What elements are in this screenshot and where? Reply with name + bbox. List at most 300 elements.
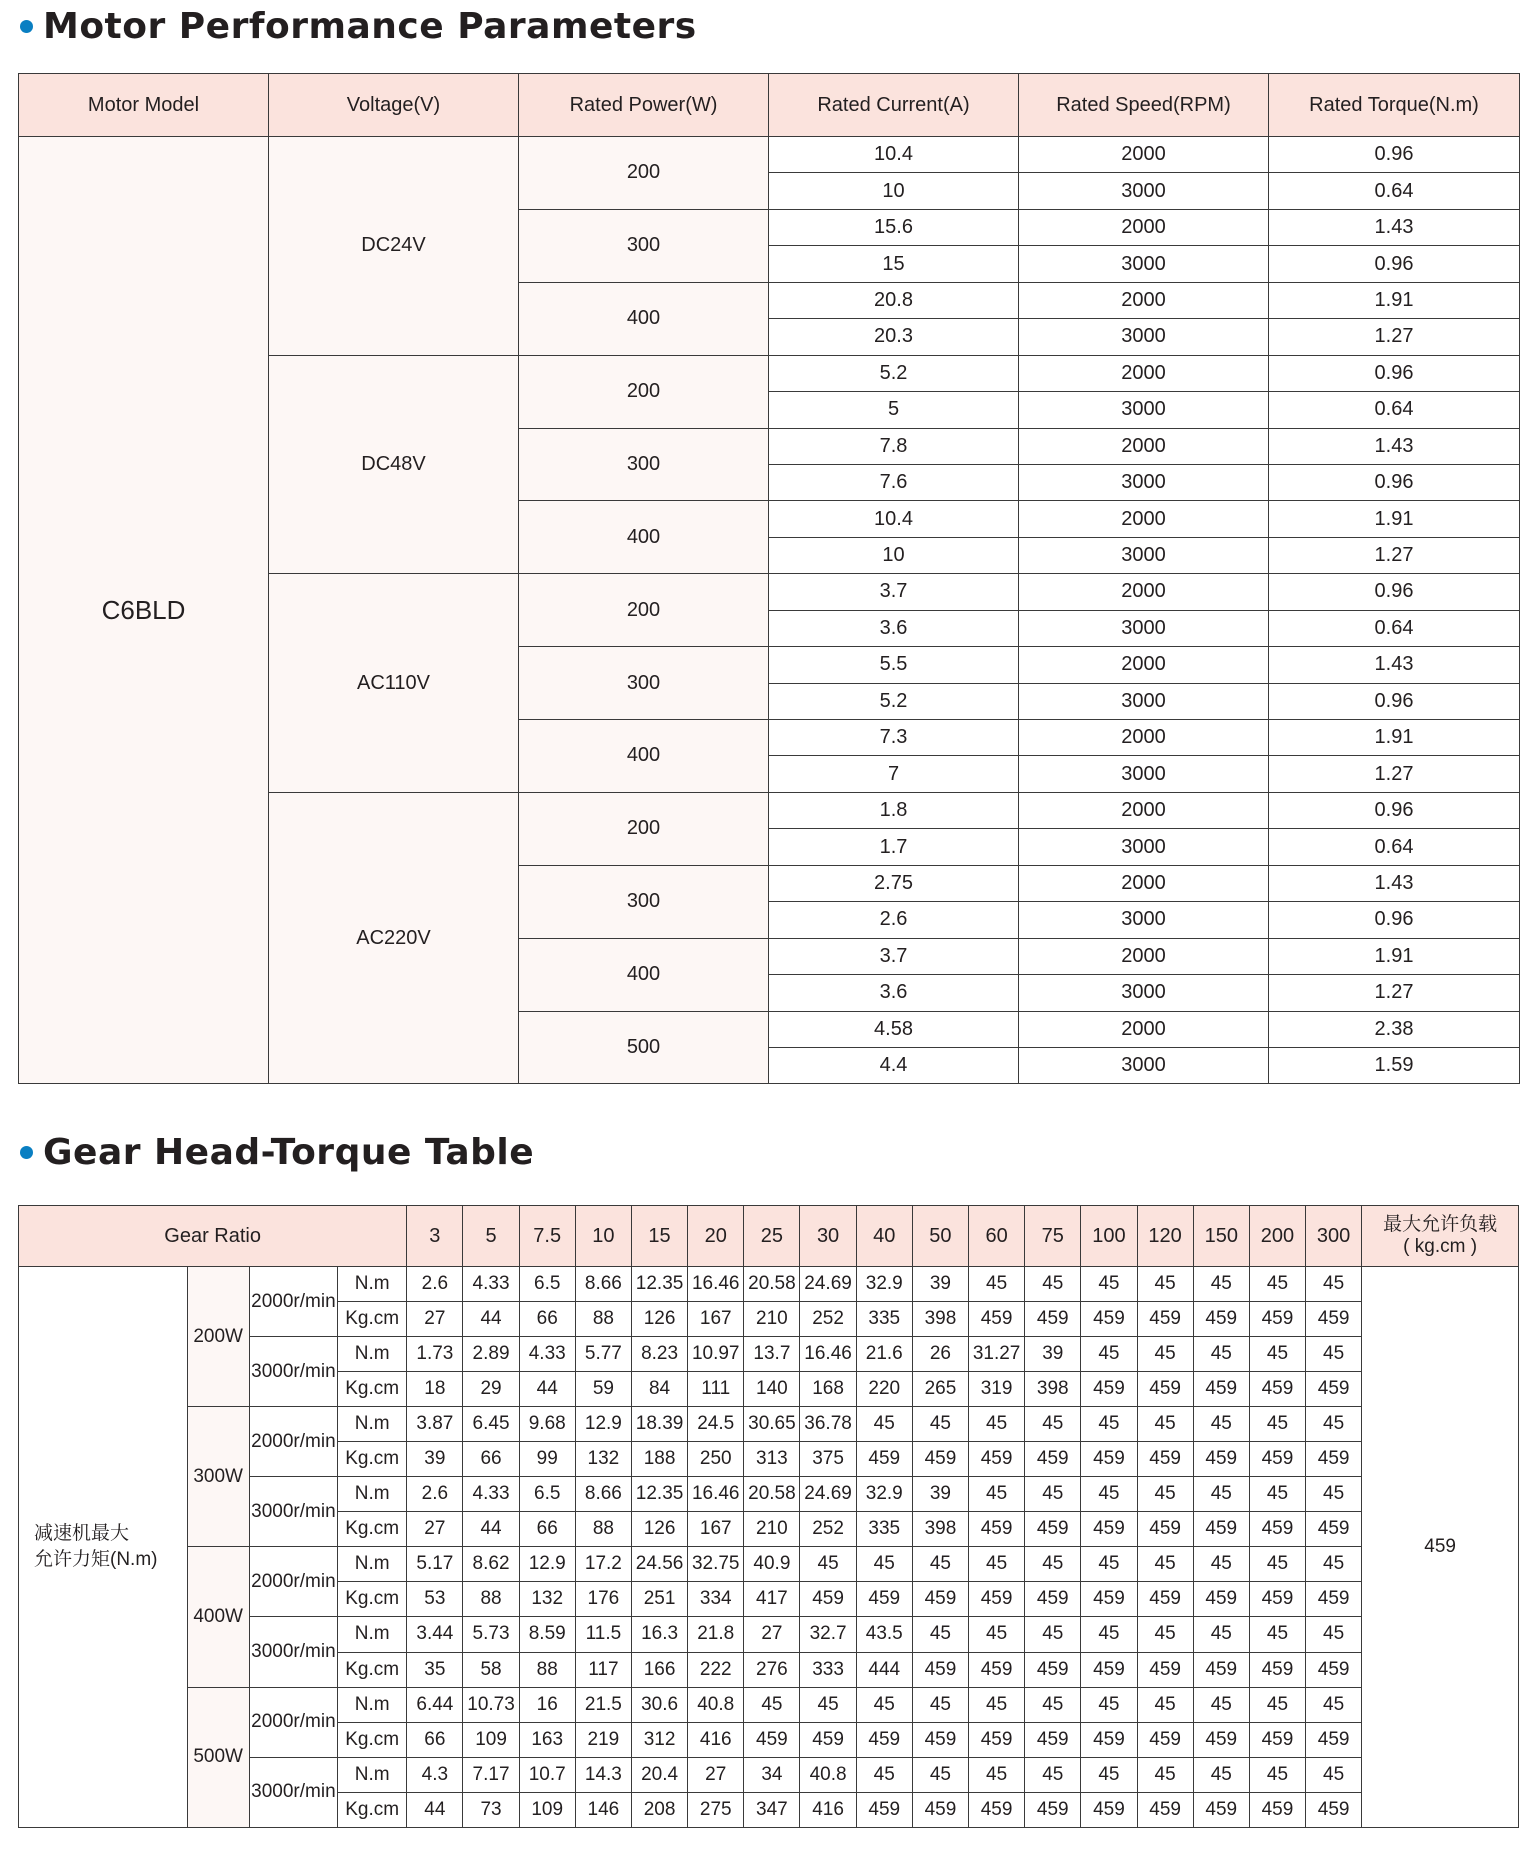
torque-value-cell: 45 [1025, 1407, 1081, 1442]
rated-speed-cell: 3000 [1019, 319, 1269, 355]
torque-value-cell: 459 [1249, 1792, 1305, 1827]
unit-cell: N.m [338, 1407, 407, 1442]
torque-value-cell: 459 [912, 1652, 968, 1687]
torque-value-cell: 275 [688, 1792, 744, 1827]
unit-cell: Kg.cm [338, 1372, 407, 1407]
torque-value-cell: 45 [1081, 1617, 1137, 1652]
torque-value-cell: 26 [912, 1337, 968, 1372]
rated-speed-cell: 2000 [1019, 720, 1269, 756]
torque-value-cell: 2.6 [407, 1477, 463, 1512]
torque-value-cell: 459 [1081, 1652, 1137, 1687]
rated-current-cell: 2.75 [769, 865, 1019, 901]
rated-speed-cell: 2000 [1019, 428, 1269, 464]
torque-value-cell: 176 [575, 1582, 631, 1617]
unit-cell: N.m [338, 1617, 407, 1652]
torque-value-cell: 416 [688, 1722, 744, 1757]
torque-value-cell: 2.89 [463, 1337, 519, 1372]
torque-value-cell: 459 [744, 1722, 800, 1757]
torque-value-cell: 88 [575, 1512, 631, 1547]
torque-value-cell: 66 [407, 1722, 463, 1757]
torque-value-cell: 168 [800, 1372, 856, 1407]
torque-value-cell: 32.9 [856, 1477, 912, 1512]
torque-value-cell: 88 [519, 1652, 575, 1687]
motor-performance-heading [20, 0, 697, 54]
torque-value-cell: 4.3 [407, 1757, 463, 1792]
rated-torque-cell: 0.64 [1269, 610, 1520, 646]
torque-value-cell: 313 [744, 1442, 800, 1477]
torque-value-cell: 45 [1249, 1617, 1305, 1652]
torque-value-cell: 27 [744, 1617, 800, 1652]
torque-value-cell: 459 [1249, 1442, 1305, 1477]
torque-value-cell: 66 [519, 1302, 575, 1337]
header-rated-torque: Rated Torque(N.m) [1269, 74, 1520, 137]
header-ratio: 40 [856, 1206, 912, 1267]
rated-torque-cell: 1.91 [1269, 501, 1520, 537]
max-torque-label-line1: 减速机最大 [34, 1522, 130, 1544]
rated-current-cell: 20.8 [769, 282, 1019, 318]
torque-value-cell: 12.35 [631, 1267, 687, 1302]
rated-current-cell: 1.8 [769, 792, 1019, 828]
gear-header-row [19, 1206, 1519, 1267]
rated-speed-cell: 2000 [1019, 647, 1269, 683]
torque-value-cell: 39 [912, 1267, 968, 1302]
torque-value-cell: 459 [1025, 1302, 1081, 1337]
torque-value-cell: 8.23 [631, 1337, 687, 1372]
rated-torque-cell: 2.38 [1269, 1011, 1520, 1047]
torque-value-cell: 416 [800, 1792, 856, 1827]
torque-value-cell: 459 [1306, 1512, 1362, 1547]
torque-value-cell: 459 [1081, 1722, 1137, 1757]
unit-cell: N.m [338, 1757, 407, 1792]
rated-torque-cell: 0.96 [1269, 246, 1520, 282]
torque-value-cell: 45 [800, 1687, 856, 1722]
max-load-value-cell: 459 [1362, 1267, 1519, 1828]
torque-value-cell: 459 [1193, 1372, 1249, 1407]
torque-value-cell: 45 [1306, 1757, 1362, 1792]
torque-value-cell: 45 [969, 1267, 1025, 1302]
torque-value-cell: 45 [1137, 1267, 1193, 1302]
torque-value-cell: 163 [519, 1722, 575, 1757]
torque-value-cell: 3.87 [407, 1407, 463, 1442]
rated-speed-cell: 2000 [1019, 865, 1269, 901]
torque-value-cell: 9.68 [519, 1407, 575, 1442]
torque-value-cell: 459 [800, 1722, 856, 1757]
gear-power-cell: 400W [187, 1547, 249, 1687]
torque-value-cell: 45 [1137, 1757, 1193, 1792]
torque-value-cell: 39 [912, 1477, 968, 1512]
rated-speed-cell: 2000 [1019, 501, 1269, 537]
torque-value-cell: 45 [1306, 1547, 1362, 1582]
rated-power-cell: 200 [519, 574, 769, 647]
torque-value-cell: 2.6 [407, 1267, 463, 1302]
torque-value-cell: 45 [856, 1547, 912, 1582]
rated-speed-cell: 3000 [1019, 246, 1269, 282]
torque-value-cell: 45 [969, 1407, 1025, 1442]
max-torque-label-cell [19, 1267, 188, 1828]
rated-speed-cell: 3000 [1019, 975, 1269, 1011]
torque-value-cell: 459 [969, 1792, 1025, 1827]
torque-value-cell: 5.17 [407, 1547, 463, 1582]
torque-value-cell: 459 [1081, 1302, 1137, 1337]
torque-value-cell: 459 [1249, 1722, 1305, 1757]
torque-value-cell: 45 [1193, 1337, 1249, 1372]
torque-value-cell: 20.58 [744, 1267, 800, 1302]
torque-value-cell: 459 [1249, 1372, 1305, 1407]
torque-value-cell: 459 [1193, 1652, 1249, 1687]
rated-power-cell: 400 [519, 501, 769, 574]
rated-speed-cell: 3000 [1019, 537, 1269, 573]
rated-torque-cell: 1.27 [1269, 537, 1520, 573]
header-max-load [1362, 1206, 1519, 1267]
gear-speed-cell: 3000r/min [249, 1617, 337, 1687]
torque-value-cell: 459 [1137, 1652, 1193, 1687]
torque-value-cell: 6.5 [519, 1267, 575, 1302]
torque-value-cell: 10.97 [688, 1337, 744, 1372]
torque-value-cell: 459 [969, 1652, 1025, 1687]
voltage-cell: AC220V [269, 792, 519, 1084]
torque-value-cell: 12.35 [631, 1477, 687, 1512]
torque-value-cell: 16.46 [688, 1477, 744, 1512]
torque-value-cell: 45 [1249, 1757, 1305, 1792]
header-ratio: 30 [800, 1206, 856, 1267]
header-ratio: 300 [1306, 1206, 1362, 1267]
voltage-cell: AC110V [269, 574, 519, 793]
table-row [19, 1687, 1519, 1722]
torque-value-cell: 12.9 [575, 1407, 631, 1442]
rated-current-cell: 5 [769, 392, 1019, 428]
torque-value-cell: 459 [1306, 1722, 1362, 1757]
torque-value-cell: 45 [856, 1757, 912, 1792]
rated-current-cell: 7.3 [769, 720, 1019, 756]
table-row [19, 1267, 1519, 1302]
torque-value-cell: 459 [1025, 1582, 1081, 1617]
header-voltage: Voltage(V) [269, 74, 519, 137]
torque-value-cell: 4.33 [519, 1337, 575, 1372]
torque-value-cell: 319 [969, 1372, 1025, 1407]
rated-current-cell: 15.6 [769, 209, 1019, 245]
gear-speed-cell: 2000r/min [249, 1267, 337, 1337]
torque-value-cell: 210 [744, 1512, 800, 1547]
torque-value-cell: 39 [1025, 1337, 1081, 1372]
rated-current-cell: 2.6 [769, 902, 1019, 938]
torque-value-cell: 459 [1249, 1652, 1305, 1687]
rated-torque-cell: 1.27 [1269, 975, 1520, 1011]
torque-value-cell: 459 [1193, 1302, 1249, 1337]
torque-value-cell: 32.9 [856, 1267, 912, 1302]
bullet-icon [20, 20, 33, 33]
rated-torque-cell: 1.43 [1269, 209, 1520, 245]
rated-current-cell: 3.7 [769, 574, 1019, 610]
torque-value-cell: 8.59 [519, 1617, 575, 1652]
rated-speed-cell: 3000 [1019, 683, 1269, 719]
torque-value-cell: 45 [1193, 1547, 1249, 1582]
torque-value-cell: 117 [575, 1652, 631, 1687]
rated-current-cell: 20.3 [769, 319, 1019, 355]
header-ratio: 60 [969, 1206, 1025, 1267]
torque-value-cell: 45 [969, 1617, 1025, 1652]
torque-value-cell: 24.5 [688, 1407, 744, 1442]
rated-torque-cell: 0.96 [1269, 574, 1520, 610]
torque-value-cell: 35 [407, 1652, 463, 1687]
rated-power-cell: 200 [519, 792, 769, 865]
rated-speed-cell: 2000 [1019, 209, 1269, 245]
motor-model-cell: C6BLD [19, 137, 269, 1084]
torque-value-cell: 59 [575, 1372, 631, 1407]
torque-value-cell: 398 [912, 1512, 968, 1547]
torque-value-cell: 45 [1137, 1407, 1193, 1442]
rated-current-cell: 3.6 [769, 610, 1019, 646]
torque-value-cell: 45 [1081, 1547, 1137, 1582]
gear-speed-cell: 2000r/min [249, 1547, 337, 1617]
torque-value-cell: 335 [856, 1512, 912, 1547]
rated-current-cell: 15 [769, 246, 1019, 282]
torque-value-cell: 24.69 [800, 1477, 856, 1512]
torque-value-cell: 140 [744, 1372, 800, 1407]
torque-value-cell: 459 [1306, 1792, 1362, 1827]
torque-value-cell: 459 [1306, 1582, 1362, 1617]
torque-value-cell: 459 [969, 1442, 1025, 1477]
torque-value-cell: 10.73 [463, 1687, 519, 1722]
performance-header-row [19, 74, 1520, 137]
torque-value-cell: 40.8 [688, 1687, 744, 1722]
torque-value-cell: 459 [1193, 1582, 1249, 1617]
torque-value-cell: 459 [1137, 1512, 1193, 1547]
torque-value-cell: 459 [1193, 1442, 1249, 1477]
rated-speed-cell: 3000 [1019, 902, 1269, 938]
torque-value-cell: 459 [856, 1442, 912, 1477]
torque-value-cell: 276 [744, 1652, 800, 1687]
rated-current-cell: 10 [769, 173, 1019, 209]
torque-value-cell: 219 [575, 1722, 631, 1757]
torque-value-cell: 132 [575, 1442, 631, 1477]
torque-value-cell: 44 [463, 1302, 519, 1337]
torque-value-cell: 167 [688, 1302, 744, 1337]
torque-value-cell: 45 [1193, 1407, 1249, 1442]
torque-value-cell: 459 [1025, 1722, 1081, 1757]
torque-value-cell: 1.73 [407, 1337, 463, 1372]
torque-value-cell: 45 [1081, 1477, 1137, 1512]
torque-value-cell: 14.3 [575, 1757, 631, 1792]
header-ratio: 10 [575, 1206, 631, 1267]
gear-body [19, 1267, 1519, 1828]
unit-cell: N.m [338, 1477, 407, 1512]
torque-value-cell: 20.58 [744, 1477, 800, 1512]
torque-value-cell: 347 [744, 1792, 800, 1827]
torque-value-cell: 16.46 [800, 1337, 856, 1372]
rated-torque-cell: 1.43 [1269, 428, 1520, 464]
torque-value-cell: 44 [407, 1792, 463, 1827]
torque-value-cell: 459 [1137, 1442, 1193, 1477]
torque-value-cell: 27 [407, 1512, 463, 1547]
torque-value-cell: 167 [688, 1512, 744, 1547]
header-ratio: 3 [407, 1206, 463, 1267]
motor-performance-table [18, 73, 1520, 1084]
torque-value-cell: 44 [519, 1372, 575, 1407]
torque-value-cell: 459 [856, 1792, 912, 1827]
rated-torque-cell: 0.96 [1269, 902, 1520, 938]
header-ratio: 50 [912, 1206, 968, 1267]
torque-value-cell: 43.5 [856, 1617, 912, 1652]
torque-value-cell: 53 [407, 1582, 463, 1617]
torque-value-cell: 188 [631, 1442, 687, 1477]
torque-value-cell: 126 [631, 1302, 687, 1337]
rated-current-cell: 3.7 [769, 938, 1019, 974]
torque-value-cell: 45 [1249, 1337, 1305, 1372]
rated-torque-cell: 0.96 [1269, 683, 1520, 719]
header-gear-ratio: Gear Ratio [19, 1206, 407, 1267]
unit-cell: N.m [338, 1687, 407, 1722]
torque-value-cell: 3.44 [407, 1617, 463, 1652]
torque-value-cell: 45 [1249, 1477, 1305, 1512]
torque-value-cell: 45 [1306, 1267, 1362, 1302]
rated-speed-cell: 2000 [1019, 282, 1269, 318]
torque-value-cell: 45 [1249, 1687, 1305, 1722]
torque-value-cell: 21.5 [575, 1687, 631, 1722]
torque-value-cell: 66 [463, 1442, 519, 1477]
rated-current-cell: 5.5 [769, 647, 1019, 683]
gear-power-cell: 300W [187, 1407, 249, 1547]
torque-value-cell: 459 [969, 1512, 1025, 1547]
header-ratio: 200 [1249, 1206, 1305, 1267]
torque-value-cell: 45 [912, 1687, 968, 1722]
torque-value-cell: 265 [912, 1372, 968, 1407]
rated-current-cell: 7 [769, 756, 1019, 792]
gear-speed-cell: 3000r/min [249, 1477, 337, 1547]
torque-value-cell: 44 [463, 1512, 519, 1547]
rated-speed-cell: 3000 [1019, 829, 1269, 865]
torque-value-cell: 459 [1081, 1442, 1137, 1477]
torque-value-cell: 459 [1025, 1442, 1081, 1477]
torque-value-cell: 45 [1025, 1547, 1081, 1582]
torque-value-cell: 459 [969, 1302, 1025, 1337]
rated-speed-cell: 3000 [1019, 392, 1269, 428]
torque-value-cell: 34 [744, 1757, 800, 1792]
torque-value-cell: 32.75 [688, 1547, 744, 1582]
torque-value-cell: 222 [688, 1652, 744, 1687]
torque-value-cell: 333 [800, 1652, 856, 1687]
torque-value-cell: 84 [631, 1372, 687, 1407]
rated-power-cell: 300 [519, 209, 769, 282]
torque-value-cell: 45 [969, 1547, 1025, 1582]
torque-value-cell: 45 [969, 1477, 1025, 1512]
rated-torque-cell: 1.59 [1269, 1047, 1520, 1083]
torque-value-cell: 45 [1249, 1267, 1305, 1302]
unit-cell: Kg.cm [338, 1652, 407, 1687]
motor-performance-title: Motor Performance Parameters [43, 5, 697, 47]
torque-value-cell: 459 [1306, 1302, 1362, 1337]
torque-value-cell: 459 [912, 1792, 968, 1827]
torque-value-cell: 45 [1249, 1547, 1305, 1582]
torque-value-cell: 45 [744, 1687, 800, 1722]
torque-value-cell: 459 [1137, 1582, 1193, 1617]
torque-value-cell: 459 [800, 1582, 856, 1617]
gear-speed-cell: 2000r/min [249, 1687, 337, 1757]
rated-torque-cell: 1.91 [1269, 282, 1520, 318]
torque-value-cell: 220 [856, 1372, 912, 1407]
torque-value-cell: 459 [912, 1442, 968, 1477]
header-rated-speed: Rated Speed(RPM) [1019, 74, 1269, 137]
rated-current-cell: 10 [769, 537, 1019, 573]
rated-torque-cell: 0.96 [1269, 137, 1520, 173]
torque-value-cell: 45 [1025, 1267, 1081, 1302]
torque-value-cell: 16 [519, 1687, 575, 1722]
torque-value-cell: 312 [631, 1722, 687, 1757]
header-ratio: 120 [1137, 1206, 1193, 1267]
torque-value-cell: 6.44 [407, 1687, 463, 1722]
rated-speed-cell: 3000 [1019, 756, 1269, 792]
torque-value-cell: 459 [1025, 1792, 1081, 1827]
torque-value-cell: 459 [1193, 1722, 1249, 1757]
rated-current-cell: 1.7 [769, 829, 1019, 865]
torque-value-cell: 58 [463, 1652, 519, 1687]
torque-value-cell: 24.69 [800, 1267, 856, 1302]
torque-value-cell: 459 [1193, 1792, 1249, 1827]
torque-value-cell: 88 [463, 1582, 519, 1617]
torque-value-cell: 45 [1193, 1477, 1249, 1512]
rated-current-cell: 7.8 [769, 428, 1019, 464]
torque-value-cell: 459 [1249, 1512, 1305, 1547]
torque-value-cell: 29 [463, 1372, 519, 1407]
torque-value-cell: 45 [969, 1757, 1025, 1792]
torque-value-cell: 459 [1081, 1792, 1137, 1827]
table-row [19, 1547, 1519, 1582]
torque-value-cell: 45 [1193, 1687, 1249, 1722]
header-rated-power: Rated Power(W) [519, 74, 769, 137]
torque-value-cell: 459 [1081, 1512, 1137, 1547]
torque-value-cell: 459 [1193, 1512, 1249, 1547]
torque-value-cell: 73 [463, 1792, 519, 1827]
torque-value-cell: 31.27 [969, 1337, 1025, 1372]
gear-power-cell: 500W [187, 1687, 249, 1827]
rated-power-cell: 400 [519, 720, 769, 793]
max-load-unit: ( kg.cm ) [1403, 1236, 1478, 1257]
torque-value-cell: 45 [1025, 1477, 1081, 1512]
torque-value-cell: 40.8 [800, 1757, 856, 1792]
torque-value-cell: 16.46 [688, 1267, 744, 1302]
rated-speed-cell: 3000 [1019, 610, 1269, 646]
torque-value-cell: 109 [519, 1792, 575, 1827]
rated-torque-cell: 1.43 [1269, 647, 1520, 683]
rated-torque-cell: 1.91 [1269, 720, 1520, 756]
torque-value-cell: 13.7 [744, 1337, 800, 1372]
torque-value-cell: 30.6 [631, 1687, 687, 1722]
torque-value-cell: 459 [856, 1582, 912, 1617]
unit-cell: N.m [338, 1267, 407, 1302]
torque-value-cell: 375 [800, 1442, 856, 1477]
torque-value-cell: 45 [1249, 1407, 1305, 1442]
torque-value-cell: 126 [631, 1512, 687, 1547]
torque-value-cell: 10.7 [519, 1757, 575, 1792]
torque-value-cell: 459 [1249, 1582, 1305, 1617]
gear-head-title: Gear Head-Torque Table [43, 1131, 535, 1173]
torque-value-cell: 39 [407, 1442, 463, 1477]
header-ratio: 100 [1081, 1206, 1137, 1267]
rated-speed-cell: 3000 [1019, 464, 1269, 500]
torque-value-cell: 459 [969, 1722, 1025, 1757]
rated-torque-cell: 0.96 [1269, 355, 1520, 391]
torque-value-cell: 250 [688, 1442, 744, 1477]
torque-value-cell: 45 [1137, 1687, 1193, 1722]
rated-speed-cell: 3000 [1019, 1047, 1269, 1083]
rated-torque-cell: 0.64 [1269, 173, 1520, 209]
max-load-label: 最大允许负载 [1383, 1214, 1498, 1235]
unit-cell: Kg.cm [338, 1512, 407, 1547]
torque-value-cell: 17.2 [575, 1547, 631, 1582]
torque-value-cell: 30.65 [744, 1407, 800, 1442]
rated-torque-cell: 0.64 [1269, 829, 1520, 865]
torque-value-cell: 459 [856, 1722, 912, 1757]
torque-value-cell: 4.33 [463, 1477, 519, 1512]
